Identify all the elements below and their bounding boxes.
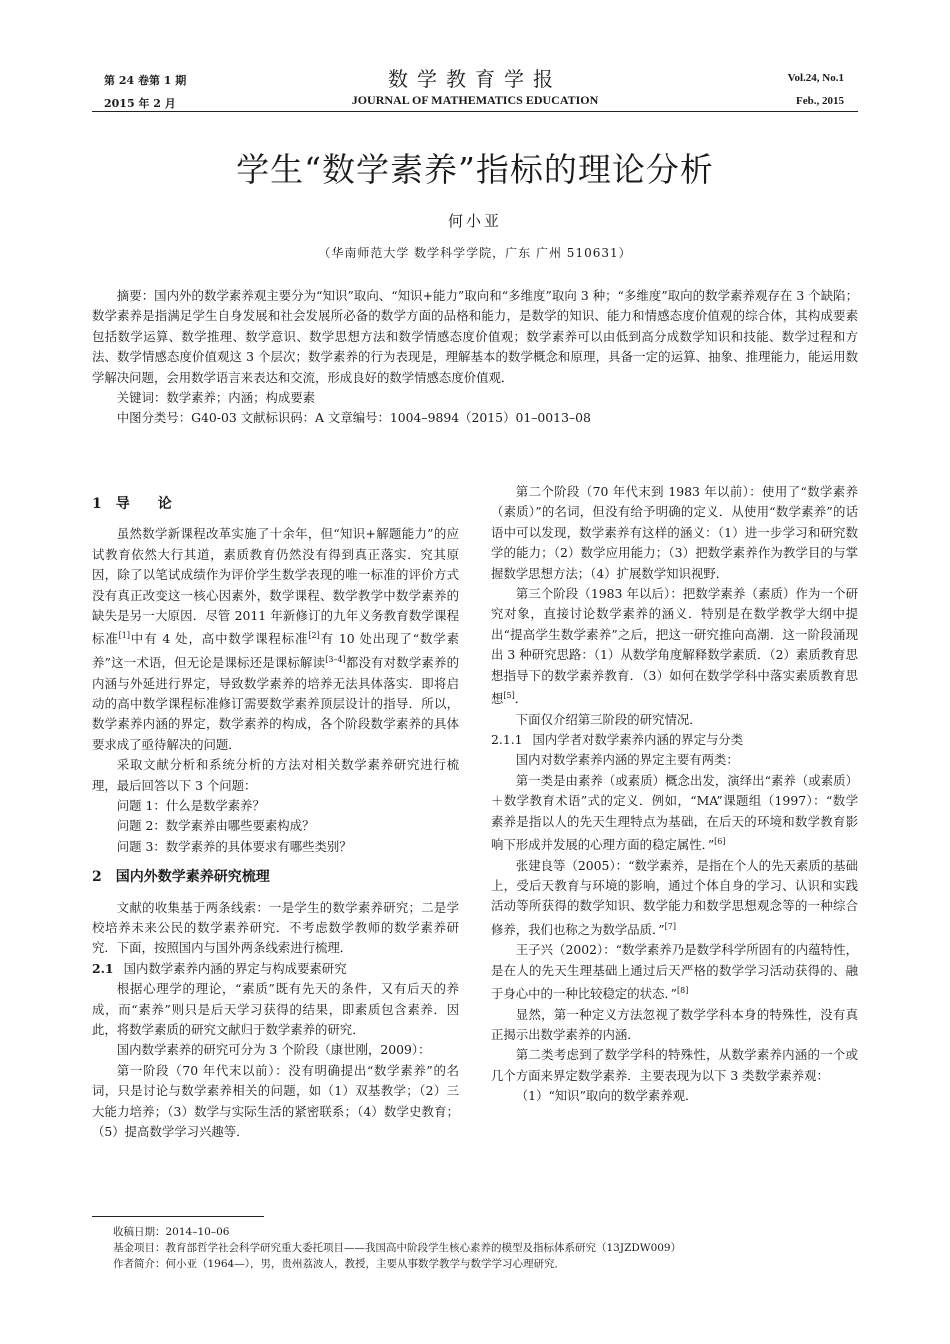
question-2: 问题 2：数学素养由哪些要素构成？ <box>116 818 315 834</box>
paragraph: （1）“知识”取向的数学素养观． <box>515 1088 698 1104</box>
paragraph: 第二类考虑到了数学学科的特殊性，从数学素养内涵的一个或几个方面来界定数学素养．主要表现为以下 3 类数学素养观： <box>491 1047 858 1083</box>
citation: [2] <box>308 631 320 641</box>
paragraph: 国内数学素养的研究可分为 3 个阶段（康世刚，2009）： <box>116 1042 431 1058</box>
section-1-heading: 1 导 论 <box>92 496 172 512</box>
left-column <box>92 488 459 1142</box>
date-cn: 2015 年 2 月 <box>104 97 176 110</box>
affiliation: （华南师范大学 数学科学学院，广东 广州 510631） <box>318 246 632 260</box>
received-date: 收稿日期：2014–10–06 <box>113 1226 230 1238</box>
paragraph: 第三个阶段（1983 年以后）：把数学素养（素质）作为一个研究对象，直接讨论数学素养的涵义．特别是在数学教学大纲中提出“提高学生数学素养”之后，把这一研究推向高潮．这一阶段涌现出 3 种研究思路：（1）从数学角度解释数学素质．（2）素质教育思想指导下的数学素养教育．（3）如何在数学学科中落实素质教育思想[5]． <box>491 586 858 707</box>
paragraph: 显然，第一种定义方法忽视了数学学科本身的特殊性，没有真正揭示出数学素养的内涵． <box>491 1006 858 1043</box>
journal-title-en: JOURNAL OF MATHEMATICS EDUCATION <box>351 93 599 107</box>
citation: [7] <box>664 921 676 931</box>
paragraph: 下面仅介绍第三阶段的研究情况． <box>515 711 702 727</box>
keywords: 关键词：数学素养；内涵；构成要素 <box>116 390 316 406</box>
paragraph: 第一阶段（70 年代末以前）：没有明确提出“数学素养”的名词，只是讨论与数学素养相关的问题，如（1）双基教学；（2）三大能力培养；（3）数学与实际生活的紧密联系；（4）数学史教育；（5）提高数学学习兴趣等． <box>92 1062 459 1140</box>
funding: 基金项目：教育部哲学社会科学研究重大委托项目——我国高中阶段学生核心素养的模型及指标体系研究（13JZDW009） <box>113 1242 682 1254</box>
author-bio: 作者简介：何小亚（1964—），男，贵州荔波人，教授，主要从事数学教学与数学学习心理研究． <box>113 1258 565 1270</box>
classification: 中图分类号：G40-03 文献标识码：A 文章编号：1004–9894（2015）01–0013–08 <box>116 410 591 426</box>
paragraph: 根据心理学的理论，“素质”既有先天的条件，又有后天的养成，而“素养”则只是后天学习获得的结果，即素质包含素养．因此，将数学素质的研究文献归于数学素养的研究． <box>92 981 459 1037</box>
paragraph: 文献的收集基于两条线索：一是学生的数学素养研究；二是学校培养未来公民的数学素养研究．不考虑数学教师的数学素养研究．下面，按照国内与国外两条线索进行梳理． <box>92 899 459 956</box>
citation: [8] <box>677 986 689 996</box>
header-rule <box>92 111 858 112</box>
citation: [5] <box>503 691 515 701</box>
section-2-1-1-heading: 2.1.1 国内学者对数学素养内涵的界定与分类 <box>491 732 744 747</box>
section-2-heading: 2 国内外数学素养研究梳理 <box>92 869 270 886</box>
paragraph: 虽然数学新课程改革实施了十余年，但“知识+解题能力”的应试教育依然大行其道，素质教育仍然没有得到真正落实．究其原因，除了以笔试成绩作为评价学生数学表现的唯一标准的评价方式没有真正改变这一核心因素外，数学课程、数学教学中数学素养的缺失是另一大原因．尽管 2011 年新修订的九年义务教育数学课程标准[1]中有 4 处，高中数学课程标准[2]有 10 处出现了“数学素养”这一术语，但无论是课标还是课标解读[3–4]都没有对数学素养的内涵与外延进行界定，导致数学素养的培养无法具体落实．即将启动的高中数学课程标准修订需要数学素养顶层设计的指导．所以，数学素养内涵的界定，数学素养的构成，各个阶段数学素养的具体要求成了亟待解决的问题． <box>92 526 460 752</box>
abstract-text: 摘要：国内外的数学素养观主要分为“知识”取向、“知识+能力”取向和“多维度”取向 3 种；“多维度”取向的数学素养观存在 3 个缺陷；数学素养是指满足学生自身发展和社会发展所必备的数学方面的品格和能力，是数学的知识、能力和情感态度价值观的综合体，其构成要素包括数学运算、数学推理、数学意识、数学思想方法和数学情感态度价值观；数学素养可以由低到高分成数学知识和技能、数学过程和方法、数学情感态度价值观这 3 个层次；数学素养的行为表现是，理解基本的数学概念和原理，具备一定的运算、抽象、推理能力，能运用数学解决问题，会用数学语言来表达和交流，形成良好的数学情感态度价值观． <box>92 288 858 385</box>
volume-cn: 第 24 卷第 1 期 <box>104 74 187 87</box>
question-3: 问题 3：数学素养的具体要求有哪些类别？ <box>116 838 352 854</box>
paragraph: 国内对数学素养内涵的界定主要有两类： <box>515 752 739 768</box>
paragraph: 第一类是由素养（或素质）概念出发，演绎出“素养（或素质）＋数学教育术语”式的定义．例如，“MA”课题组（1997）：“数学素养是指以人的先天生理特点为基础，在后天的环境和数学教育影响下形成并发展的心理方面的稳定属性．”[6] <box>491 772 858 853</box>
citation: [3–4] <box>325 654 346 664</box>
journal-title-cn: 数学教育学报 <box>388 67 562 91</box>
author: 何小亚 <box>447 212 502 230</box>
paper-title: 学生“数学素养”指标的理论分析 <box>236 150 714 189</box>
right-column <box>491 482 858 1107</box>
paragraph: 张建良等（2005）：“数学素养，是指在个人的先天素质的基础上，受后天教育与环境的影响，通过个体自身的学习、认识和实践活动等所获得的数学知识、数学能力和数学思想观念等的一种综合修养，我们也称之为数学品质．”[7] <box>491 857 858 937</box>
footnote-rule <box>92 1216 264 1217</box>
question-1: 问题 1：什么是数学素养？ <box>116 797 265 813</box>
citation: [6] <box>714 837 726 847</box>
paragraph: 王子兴（2002）：“数学素养乃是数学科学所固有的内蕴特性，是在人的先天生理基础上通过后天严格的数学学习活动获得的、融于身心中的一种比较稳定的状态．”[8] <box>491 942 858 1002</box>
paragraph: 采取文献分析和系统分析的方法对相关数学素养研究进行梳理，最后回答以下 3 个问题： <box>92 757 459 793</box>
citation: [1] <box>118 631 130 641</box>
abstract-block <box>92 286 858 429</box>
volume-en: Vol.24, No.1 <box>787 72 844 84</box>
paragraph: 第二个阶段（70 年代末到 1983 年以前）：使用了“数学素养（素质）”的名词，但没有给予明确的定义．从使用“数学素养”的话语中可以发现，数学素养有这样的涵义：（1）进一步学习和研究数学的能力；（2）数学应用能力；（3）把数学素养作为教学目的与掌握数学思想方法；（4）扩展数学知识视野． <box>491 484 858 581</box>
section-2-1-heading: 2.1 国内数学素养内涵的界定与构成要素研究 <box>92 960 347 976</box>
date-en: Feb., 2015 <box>796 95 844 107</box>
footnotes <box>92 1224 858 1272</box>
